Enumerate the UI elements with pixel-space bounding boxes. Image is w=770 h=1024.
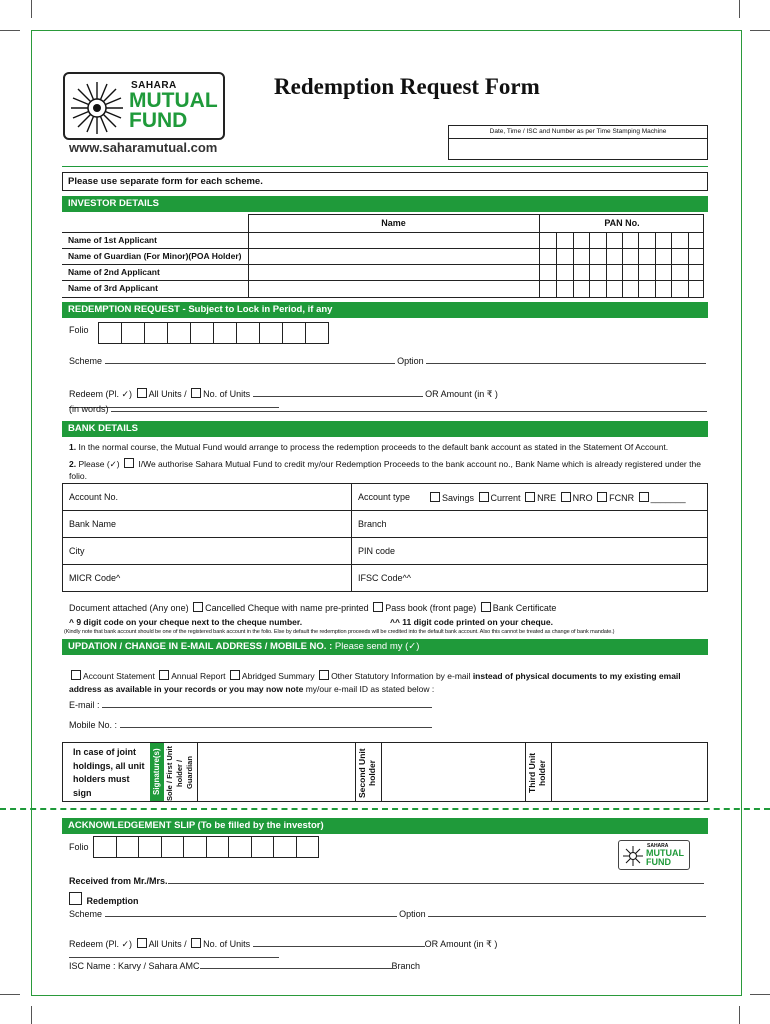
mobile-input[interactable] bbox=[120, 727, 432, 728]
crop-mark bbox=[31, 1006, 32, 1024]
third-holder-label: Third Unit holder bbox=[527, 752, 547, 794]
nro-checkbox[interactable] bbox=[561, 492, 571, 502]
joint-holding-note: In case of joint holdings, all unit holders must sign bbox=[73, 747, 145, 798]
sun-emblem-icon bbox=[69, 80, 125, 136]
ack-units-input[interactable] bbox=[253, 946, 425, 947]
folio-digit-box[interactable] bbox=[282, 322, 306, 344]
micr-note: ^ 9 digit code on your cheque next to the cheque number. bbox=[69, 617, 303, 627]
pan-cell-divider bbox=[556, 232, 557, 298]
folio-digit-box[interactable] bbox=[167, 322, 191, 344]
ack-redemption-row: Redemption bbox=[69, 892, 139, 906]
sahara-logo bbox=[63, 72, 225, 140]
folio-digit-box[interactable] bbox=[93, 836, 117, 858]
units-input[interactable] bbox=[253, 396, 423, 397]
account-type-label: Account type bbox=[352, 484, 423, 511]
pan-cell-divider bbox=[622, 232, 623, 298]
folio-digit-box[interactable] bbox=[296, 836, 320, 858]
in-words-row bbox=[69, 404, 709, 414]
ack-logo: SAHARA MUTUAL FUND bbox=[618, 840, 690, 870]
folio-digit-box[interactable] bbox=[251, 836, 275, 858]
update-bar: UPDATION / CHANGE IN E-MAIL ADDRESS / MOBILE NO. : Please send my (✓) bbox=[62, 639, 708, 655]
scheme-row bbox=[69, 356, 709, 366]
logo-line1: MUTUAL bbox=[129, 89, 218, 112]
update-options: Account Statement Annual Report Abridged Summary Other Statutory Information by e-mail instead of physical documents to my existing email address as available in your records or you may now note my/our e-mail ID as stated below : bbox=[69, 671, 681, 694]
tear-line bbox=[0, 808, 770, 810]
pan-cell-divider bbox=[688, 232, 689, 298]
acknowledgement-bar: ACKNOWLEDGEMENT SLIP (To be filled by the investor) bbox=[62, 818, 708, 834]
folio-digit-box[interactable] bbox=[190, 322, 214, 344]
ack-amount-input[interactable] bbox=[69, 957, 279, 958]
folio-digit-box[interactable] bbox=[144, 322, 168, 344]
savings-checkbox[interactable] bbox=[430, 492, 440, 502]
isc-row: ISC Name : Karvy / Sahara AMC Branch bbox=[69, 961, 421, 971]
current-checkbox[interactable] bbox=[479, 492, 489, 502]
other-type-checkbox[interactable] bbox=[639, 492, 649, 502]
logo-brand-text: SAHARA bbox=[131, 80, 177, 91]
ifsc-note: ^^ 11 digit code printed on your cheque. bbox=[390, 617, 553, 627]
redemption-request-bar: REDEMPTION REQUEST - Subject to Lock in Period, if any bbox=[62, 302, 708, 318]
statutory-info-checkbox[interactable] bbox=[319, 670, 329, 680]
folio-digit-box[interactable] bbox=[138, 836, 162, 858]
folio-digit-box[interactable] bbox=[116, 836, 140, 858]
account-statement-checkbox[interactable] bbox=[71, 670, 81, 680]
crop-mark bbox=[750, 30, 770, 31]
bank-note-2: 2. Please (✓) I/We authorise Sahara Mutual Fund to credit my/our Redemption Proceeds to the bank account no., Bank Name which is already registered under the folio. bbox=[69, 459, 701, 481]
scheme-input[interactable] bbox=[105, 363, 395, 364]
signature-table bbox=[62, 742, 708, 802]
ack-folio-label: Folio bbox=[69, 842, 89, 852]
annual-report-checkbox[interactable] bbox=[159, 670, 169, 680]
account-no-field[interactable]: Account No. bbox=[63, 484, 352, 511]
all-units-checkbox[interactable] bbox=[137, 388, 147, 398]
folio-digit-box[interactable] bbox=[121, 322, 145, 344]
ack-redeem-row: Redeem (Pl. ✓) All Units / No. of Units OR Amount (in ₹ ) bbox=[69, 938, 709, 960]
nre-checkbox[interactable] bbox=[525, 492, 535, 502]
crop-mark bbox=[31, 0, 32, 18]
no-of-units-checkbox[interactable] bbox=[191, 388, 201, 398]
all-units-label: All Units / bbox=[148, 389, 187, 399]
option-input[interactable] bbox=[426, 363, 706, 364]
ack-sun-icon bbox=[622, 845, 644, 867]
email-row: E-mail : bbox=[69, 700, 432, 710]
received-row: Received from Mr./Mrs. bbox=[69, 876, 704, 886]
branch-field[interactable]: Branch bbox=[352, 511, 708, 538]
bank-certificate-checkbox[interactable] bbox=[481, 602, 491, 612]
time-stamp-label: Date, Time / ISC and Number as per Time Stamping Machine bbox=[449, 126, 707, 139]
pan-cell-divider bbox=[655, 232, 656, 298]
pan-input-grid[interactable] bbox=[540, 232, 704, 298]
folio-digit-box[interactable] bbox=[236, 322, 260, 344]
investor-table bbox=[62, 214, 704, 298]
bank-name-field[interactable]: Bank Name bbox=[63, 511, 352, 538]
notice-box: Please use separate form for each scheme. bbox=[62, 172, 708, 191]
ifsc-field[interactable]: IFSC Code^^ bbox=[352, 565, 708, 592]
crop-mark bbox=[739, 1006, 740, 1024]
folio-digit-box[interactable] bbox=[206, 836, 230, 858]
website-link[interactable]: www.saharamutual.com bbox=[69, 140, 218, 155]
ack-option-input[interactable] bbox=[428, 916, 706, 917]
name-col-header: Name bbox=[381, 218, 406, 228]
folio-digit-box[interactable] bbox=[305, 322, 329, 344]
pan-col-header: PAN No. bbox=[604, 218, 640, 228]
documents-row: Document attached (Any one) Cancelled Cheque with name pre-printed Pass book (front page) Bank Certificate bbox=[69, 603, 557, 613]
ack-scheme-input[interactable] bbox=[105, 916, 397, 917]
folio-digit-box[interactable] bbox=[273, 836, 297, 858]
third-signature-box[interactable] bbox=[553, 743, 707, 801]
signatures-label: Signature(s) bbox=[150, 743, 164, 801]
ack-all-units-checkbox[interactable] bbox=[137, 938, 147, 948]
received-input[interactable] bbox=[168, 883, 704, 884]
ack-scheme-row: Scheme Option bbox=[69, 909, 709, 919]
no-of-units-label: No. of Units bbox=[203, 389, 251, 399]
crop-mark bbox=[0, 30, 20, 31]
option-label: Option bbox=[397, 356, 424, 366]
bank-note-1: 1. In the normal course, the Mutual Fund would arrange to process the redemption proceeds to the default bank account as stated in the Statement Of Account. bbox=[69, 442, 669, 452]
scheme-label: Scheme bbox=[69, 356, 103, 366]
folio-digit-box[interactable] bbox=[98, 322, 122, 344]
pan-cell-divider bbox=[606, 232, 607, 298]
ack-redemption-checkbox[interactable] bbox=[69, 892, 82, 905]
crop-mark bbox=[0, 994, 20, 995]
first-holder-label: Sole / First Unit holder / Guardian bbox=[165, 745, 194, 801]
in-words-input[interactable] bbox=[111, 411, 707, 412]
investor-details-bar: INVESTOR DETAILS bbox=[62, 196, 708, 212]
ack-no-of-units-checkbox[interactable] bbox=[191, 938, 201, 948]
header-rule bbox=[62, 166, 708, 167]
email-input[interactable] bbox=[102, 707, 432, 708]
fcnr-checkbox[interactable] bbox=[597, 492, 607, 502]
account-type-options: Savings Current NRE NRO FCNR _______ bbox=[422, 484, 708, 511]
logo-line2: FUND bbox=[129, 109, 188, 132]
folio-digit-box[interactable] bbox=[228, 836, 252, 858]
redeem-label: Redeem (Pl. ✓) bbox=[69, 389, 133, 399]
first-signature-box[interactable] bbox=[199, 743, 353, 801]
authorise-checkbox[interactable] bbox=[124, 458, 134, 468]
crop-mark bbox=[739, 0, 740, 18]
isc-input[interactable] bbox=[200, 968, 392, 969]
pan-cell-divider bbox=[671, 232, 672, 298]
guardian-label: Name of Guardian (For Minor)(POA Holder) bbox=[68, 251, 242, 261]
city-field[interactable]: City bbox=[63, 538, 352, 565]
folio-digit-box[interactable] bbox=[183, 836, 207, 858]
second-holder-label: Second Unit holder bbox=[357, 748, 377, 798]
pan-cell-divider bbox=[573, 232, 574, 298]
third-applicant-label: Name of 3rd Applicant bbox=[68, 283, 158, 293]
bank-details-table bbox=[62, 483, 708, 592]
second-applicant-label: Name of 2nd Applicant bbox=[68, 267, 160, 277]
mobile-row: Mobile No. : bbox=[69, 720, 432, 730]
folio-digit-box[interactable] bbox=[213, 322, 237, 344]
cancelled-cheque-checkbox[interactable] bbox=[193, 602, 203, 612]
form-title: Redemption Request Form bbox=[274, 74, 540, 99]
folio-digit-box[interactable] bbox=[161, 836, 185, 858]
bank-disclaimer: (Kindly note that bank account should be one of the registered bank account in the folio. Else by default the redemption proceeds will be credited into the default bank account. Also this cannot be treated as change of bank mandate.) bbox=[64, 629, 615, 635]
pan-cell-divider bbox=[638, 232, 639, 298]
second-signature-box[interactable] bbox=[383, 743, 525, 801]
pass-book-checkbox[interactable] bbox=[373, 602, 383, 612]
time-stamp-box bbox=[448, 125, 708, 160]
abridged-summary-checkbox[interactable] bbox=[230, 670, 240, 680]
amount-label: OR Amount (in ₹ ) bbox=[425, 389, 498, 399]
pan-cell-divider bbox=[589, 232, 590, 298]
first-applicant-label: Name of 1st Applicant bbox=[68, 235, 157, 245]
in-words-label: (in words) bbox=[69, 404, 109, 414]
micr-field[interactable]: MICR Code^ bbox=[63, 565, 352, 592]
folio-label: Folio bbox=[69, 325, 89, 335]
pin-code-field[interactable]: PIN code bbox=[352, 538, 708, 565]
folio-digit-box[interactable] bbox=[259, 322, 283, 344]
bank-details-bar: BANK DETAILS bbox=[62, 421, 708, 437]
crop-mark bbox=[750, 994, 770, 995]
